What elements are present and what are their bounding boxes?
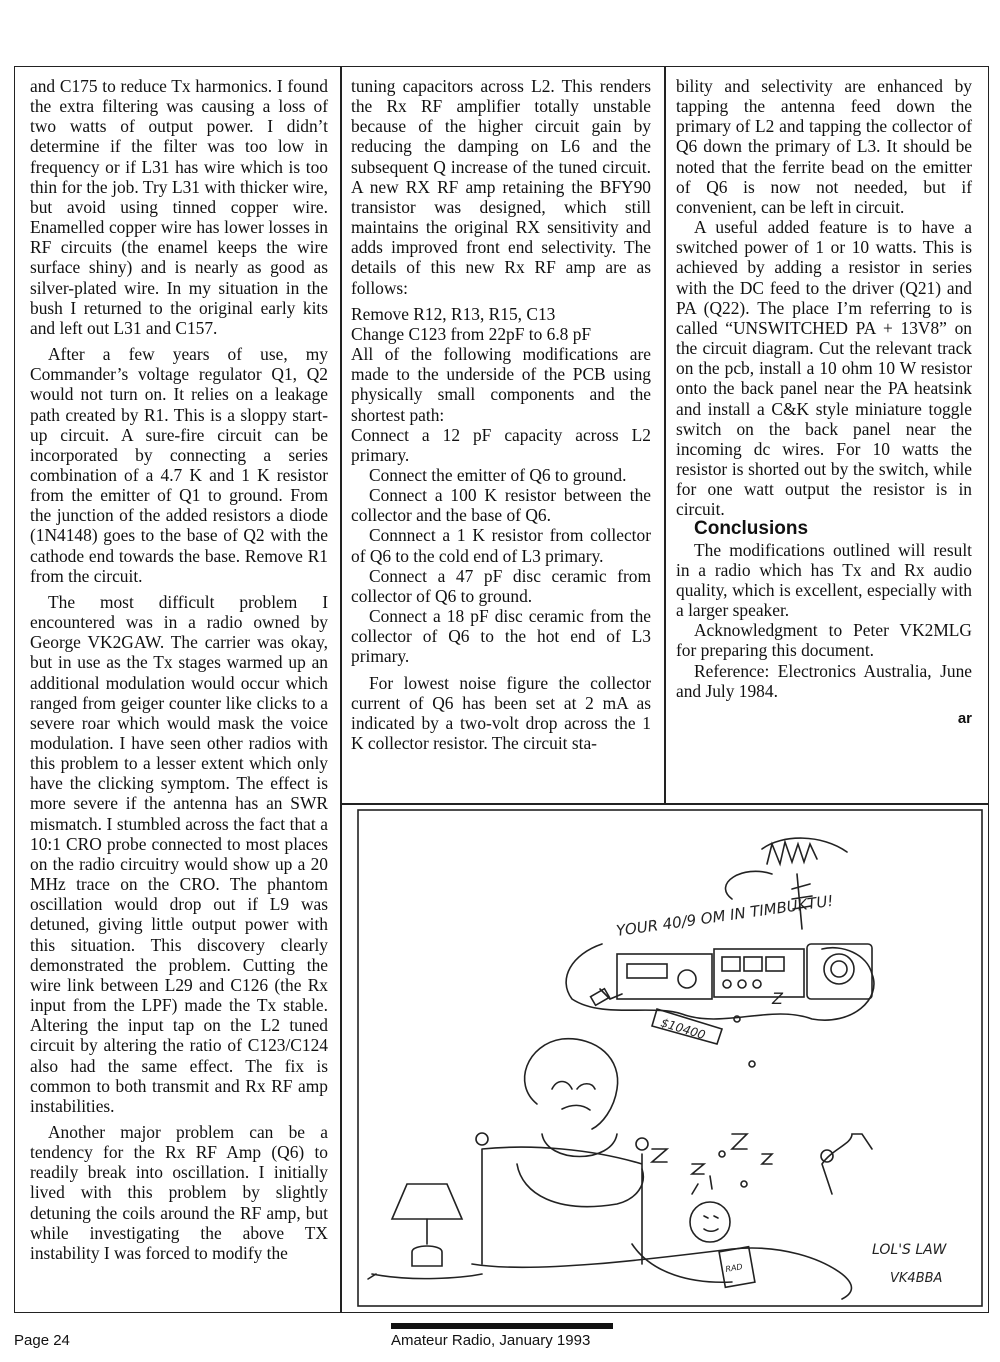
woman-neck <box>542 1134 617 1157</box>
paragraph: bility and selectivity are enhanced by tapping the antenna feed down the primary of L2 and tapping the collector of Q6 down the primary of L3. It should be noted that the ferrite bead on the emitter of Q6 is now not needed, but if convenient, can be left in circuit. <box>676 76 972 217</box>
man-face <box>704 1216 718 1231</box>
dream-cloud <box>566 944 874 1020</box>
signature-callsign: VK4BBA <box>890 1271 943 1286</box>
paragraph: All of the following modifications are made to the underside of the PCB using physically small components and the shortest path: <box>351 344 651 425</box>
signature-law: LOL'S LAW <box>872 1242 947 1258</box>
paragraph: and C175 to reduce Tx harmonics. I found the extra filtering was causing a loss of two watts of output power. I didn’t determine if the filter was too low in frequency or if L31 has wire which is too thin for the job. Try L31 with thicker wire, but avoid using tinned copper wire. Enamelled copper wire has lower losses in RF circuits (the enamel keeps the wire surface shiny) and is nearly as good as silver-plated wire. In my situation in the bush I returned to the original early kits and left out L31 and C157. <box>30 76 328 338</box>
lamp-shade <box>392 1184 462 1219</box>
column-divider <box>664 66 666 804</box>
nightstand <box>372 1274 482 1279</box>
radio-set-3 <box>807 944 872 999</box>
woman-hair <box>525 1039 618 1129</box>
lamp-base <box>412 1219 442 1266</box>
paragraph: The most difficult problem I encountered was in a radio owned by George VK2GAW. The carrier was okay, but in use as the Tx stages warmed up an additional modulation would occur which ranged from geiger counter like clicks to a severe roar which would mask the voice modulation. I have seen other radios with this problem to a lesser extent which only have the clicking symptom. The effect is more severe if the antenna has an SWR mismatch. I stumbled across the fact that a 10:1 CRO probe connected to most places on the radio circuitry would show up a 20 MHz trace on the CRO. The phantom oscillation would drop out if L9 was detuned, giving little output power with this situation. This discovery clearly demonstrated the problem. Cutting the wire link between L29 and C126 (the Rx input from the LPF) made the Tx stable. Altering the input tap on the L2 tuned circuit by altering the ratio of C123/C124 also had the same effect. The fix is common to both transmit and Rx RF amp instabilities. <box>30 591 328 1116</box>
paragraph: The modifications outlined will result in a radio which has Tx and Rx audio quality, which is excellent, especially with a larger speaker. <box>676 539 972 621</box>
cartoon-frame <box>358 810 982 1306</box>
magazine-issue: Amateur Radio, January 1993 <box>391 1332 591 1349</box>
blanket-fold <box>632 1244 732 1282</box>
footboard <box>822 1134 872 1194</box>
price-tag-text: $10400 <box>659 1015 708 1043</box>
speaker <box>824 954 854 984</box>
change-line: Change C123 from 22pF to 6.8 pF <box>351 323 592 344</box>
signal-zigzag <box>767 842 817 864</box>
man-head <box>690 1202 730 1242</box>
sleep-z: Z <box>772 989 783 1008</box>
microphone <box>600 989 622 999</box>
woman-arms <box>517 1164 643 1207</box>
cartoon-drawing <box>352 804 988 1312</box>
paragraph: Acknowledgment to Peter VK2MLG for preparing this document. <box>676 620 972 661</box>
paragraph: For lowest noise figure the collector current of Q6 has been set at 2 mA as indicated by a two-volt drop across the 1 K collector resistor. The circuit sta- <box>351 672 651 753</box>
page-number: Page 24 <box>14 1332 70 1349</box>
sleep-z-marks <box>652 1134 772 1174</box>
dream-cloud-top <box>726 871 772 899</box>
paragraph: After a few years of use, my Commander’s voltage regulator Q1, Q2 would not turn on. It relies on a leakage path created by R1. This is a sloppy start-up circuit. A sure-fire circuit can be incorporated by connecting a series combination of a 4.7 K and 1 K resistor from the emitter of Q1 to ground. From the junction of the added resistors a diode (1N4148) goes to the base of Q2 with the cathode end towards the base. Remove R1 from the circuit. <box>30 344 328 586</box>
modification-step: Connect a 100 K resistor between the collector and the base of Q6. <box>351 485 651 526</box>
radio-set-1 <box>617 954 712 999</box>
radio-knob <box>678 970 696 988</box>
footer-rule <box>391 1323 613 1329</box>
man-hair <box>692 1176 712 1194</box>
modification-step: Connect a 12 pF capacity across L2 primary. <box>351 424 651 465</box>
headboard <box>482 1147 642 1264</box>
modification-step: Connect the emitter of Q6 to ground. <box>369 464 627 485</box>
end-mark: ar <box>957 709 972 727</box>
column-divider <box>340 66 342 1313</box>
woman-mouth <box>562 1105 590 1110</box>
modification-step: Connect a 18 pF disc ceramic from the collector of Q6 to the hot end of L3 primary. <box>351 606 651 667</box>
cartoon-illustration <box>352 804 988 1312</box>
paragraph: tuning capacitors across L2. This renders the Rx RF amplifier totally unstable because of the higher circuit gain by reducing the damping on L6 and the subsequent Q increase of the tuned circuit. A new RX RF amp retaining the BFY90 transistor was designed, which still maintains the original RX sensitivity and adds improved front end selectivity. The details of this new Rx RF amp are as follows: <box>351 76 651 298</box>
paragraph: Reference: Electronics Australia, June and July 1984. <box>676 660 972 701</box>
paragraph: Another major problem can be a tendency for the Rx RF Amp (Q6) to readily break into oscillation. I initially lived with this problem by slightly detuning the coils around the RF amp, but while investigating the above TX instability I was forced to modify the <box>30 1121 328 1263</box>
speech-text: YOUR 40/9 OM IN TIMBUKTU! <box>615 891 835 940</box>
remove-line: Remove R12, R13, R15, C13 <box>351 303 556 324</box>
column-1 <box>30 76 328 1263</box>
radio-dial <box>627 964 667 978</box>
section-heading: Conclusions <box>694 518 809 540</box>
modification-step: Connnect a 1 K resistor from collector of Q6 to the cold end of L3 primary. <box>351 525 651 566</box>
column-3 <box>676 76 972 729</box>
book-title: RAD <box>724 1262 744 1274</box>
column-2 <box>351 76 651 753</box>
paragraph: A useful added feature is to have a switched power of 1 or 10 watts. This is achieved by adding a resistor in series with the DC feed to the driver (Q21) and PA (Q22). The place I’m referring to is called “UNSWITCHED PA + 13V8” on the circuit diagram. Cut the relevant track on the pcb, install a 10 ohm 10 W resistor onto the back panel near the PA heatsink and install a C&K style miniature toggle switch on the back panel near the incoming dc wires. For 10 watts the resistor is shorted out by the switch, while for one watt output the resistor is in circuit. <box>676 217 972 520</box>
modification-step: Connect a 47 pF disc ceramic from collector of Q6 to ground. <box>351 565 651 606</box>
woman-eyes <box>552 1082 595 1090</box>
blanket <box>472 1248 851 1299</box>
